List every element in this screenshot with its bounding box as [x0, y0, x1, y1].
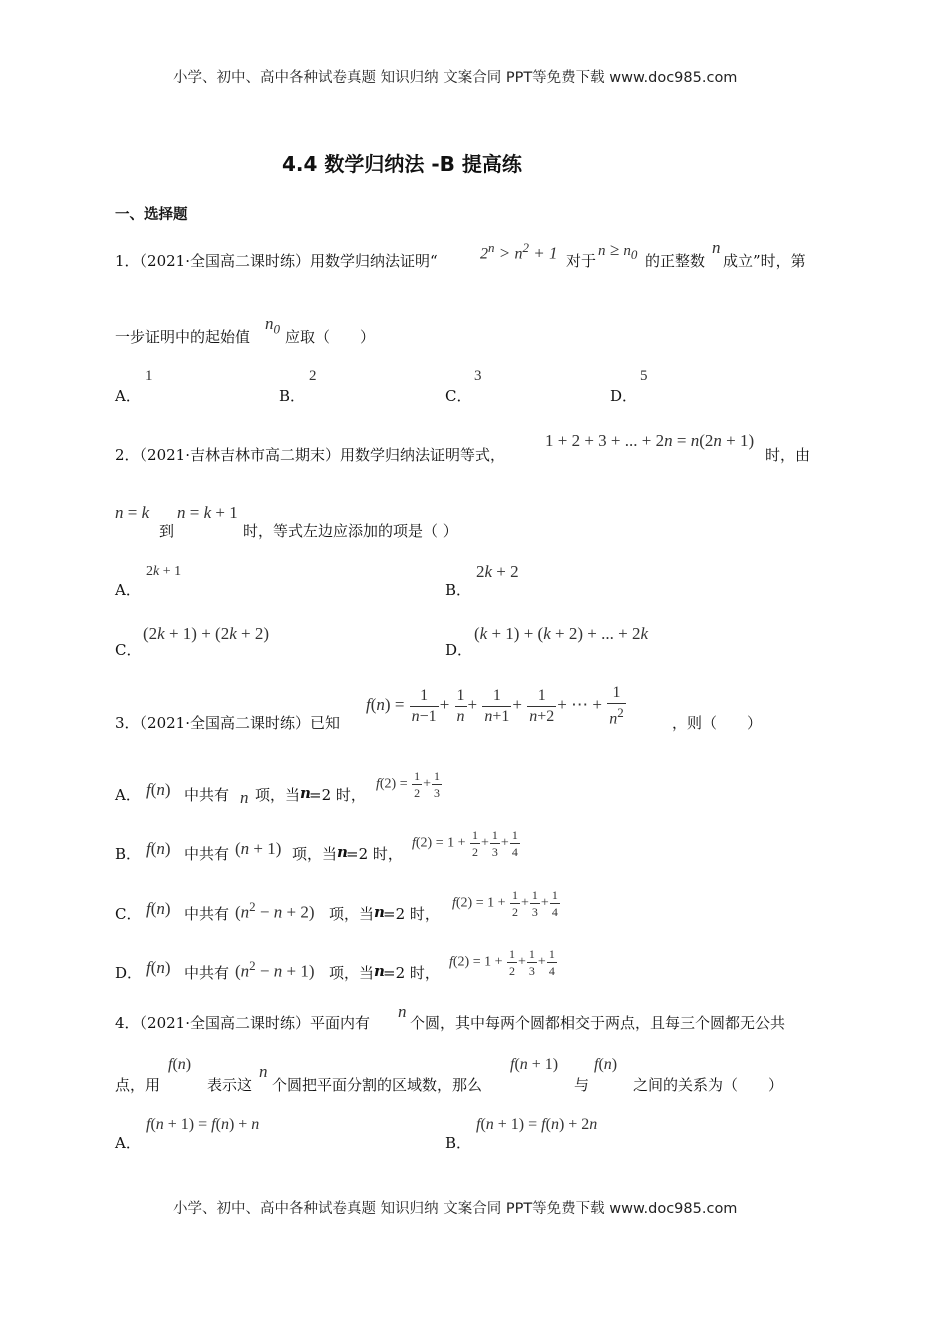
q4-line2-e: 之间的关系为（ ）	[633, 1076, 784, 1094]
q3-stem-end: ，则（ ）	[672, 714, 763, 732]
q3-option-a-label[interactable]: A．	[115, 786, 141, 804]
q3-option-a-text: 中共有	[184, 786, 230, 804]
q3-option-b-n: n	[337, 843, 348, 861]
q3-option-a-text3: =2 时，	[309, 786, 366, 804]
q3-option-d-n: n	[374, 962, 385, 980]
q3-option-a-n: n	[300, 784, 311, 802]
q4-line2-b: 表示这	[207, 1076, 253, 1094]
q3-option-c-formula: f(2) = 1 + $\frac{1}{2}$ + $\frac{1}{3}$ + $\frac{1}{4}$	[452, 888, 558, 919]
q3-formula-fn: f(n) = $\frac{1}{n-1}$ + $\frac{1}{n}$ + $\frac{1}{n+1}$ + $\frac{1}{n+2}$ + ⋯ + $\frac{1}{n^2}$	[366, 684, 624, 728]
q1-formula-inequality: $2^n > n^2 + 1$	[480, 240, 558, 263]
q3-option-a-text2: 项，当	[255, 786, 301, 804]
q2-option-c-value[interactable]: (2k + 1) + (2k + 2)	[143, 624, 270, 643]
q3-option-b-text2: 项，当	[292, 845, 338, 863]
q1-option-b-label[interactable]: B．	[279, 387, 306, 405]
q1-option-a-label[interactable]: A．	[115, 387, 141, 405]
q3-option-b-count: (n + 1)	[235, 839, 282, 858]
q3-option-d-text: 中共有	[184, 964, 230, 982]
q4-fn: f(n)	[168, 1056, 192, 1073]
q3-option-d-text2: 项，当	[329, 964, 375, 982]
q3-option-a-fn: f(n)	[146, 780, 171, 799]
q1-option-c-label[interactable]: C．	[445, 387, 472, 405]
q4-fn-plus1: f(n + 1)	[510, 1056, 559, 1073]
q2-formula-n-eq-k1: n = k + 1	[177, 503, 238, 522]
q3-stem: 3．（2021·全国高二课时练）已知	[115, 714, 340, 732]
q4-fn-2: f(n)	[594, 1056, 618, 1073]
q4-line2-c: 个圆把平面分割的区域数，那么	[272, 1076, 483, 1094]
footer-banner: 小学、初中、高中各种试卷真题 知识归纳 文案合同 PPT等免费下载 www.doc985.com	[173, 1201, 738, 1217]
q3-option-c-n: n	[374, 903, 385, 921]
q1-text-duiyu: 对于	[566, 252, 597, 270]
q3-option-b-fn: f(n)	[146, 839, 171, 858]
q3-option-a-count: n	[240, 788, 249, 807]
q1-stem: 1．（2021·全国高二课时练）用数学归纳法证明“	[115, 252, 438, 270]
q1-option-d-label[interactable]: D．	[610, 387, 638, 405]
q1-stem-line2-end: 应取（ ）	[285, 328, 376, 346]
q4-line2-a: 点，用	[115, 1076, 161, 1094]
q3-option-b-formula: f(2) = 1 + $\frac{1}{2}$ + $\frac{1}{3}$ + $\frac{1}{4}$	[412, 828, 518, 859]
q2-formula-equation: 1 + 2 + 3 + ... + 2n = n(2n + 1)	[545, 431, 755, 450]
q3-option-d-text3: =2 时，	[383, 964, 440, 982]
q3-option-b-text3: =2 时，	[346, 845, 403, 863]
q4-var-n: n	[398, 1002, 407, 1021]
q1-text-positive-integer: 的正整数	[645, 252, 706, 270]
q3-option-b-label[interactable]: B．	[115, 845, 142, 863]
q2-formula-n-eq-k: n = k	[115, 503, 150, 522]
q3-option-d-fn: f(n)	[146, 958, 171, 977]
q2-stem-end: 时，由	[765, 446, 811, 464]
q1-option-c-value[interactable]: 3	[474, 368, 482, 384]
q1-option-d-value[interactable]: 5	[640, 368, 648, 384]
q3-option-c-text2: 项，当	[329, 905, 375, 923]
q3-option-d-count: $(n^2 - n + 1)$	[235, 958, 315, 981]
q4-option-a-value[interactable]: f(n + 1) = f(n) + n	[146, 1116, 260, 1133]
q4-option-b-label[interactable]: B．	[445, 1134, 472, 1152]
q2-option-d-label[interactable]: D．	[445, 641, 473, 659]
q1-option-a-value[interactable]: 1	[145, 368, 153, 384]
q2-option-c-label[interactable]: C．	[115, 641, 142, 659]
q1-stem-line2: 一步证明中的起始值	[115, 328, 251, 346]
q1-var-n0: $n_0$	[265, 314, 280, 337]
q2-option-a-label[interactable]: A．	[115, 581, 141, 599]
q2-stem: 2．（2021·吉林吉林市高二期末）用数学归纳法证明等式，	[115, 446, 505, 464]
q2-option-d-value[interactable]: (k + 1) + (k + 2) + ... + 2k	[474, 624, 648, 643]
q1-option-b-value[interactable]: 2	[309, 368, 317, 384]
q3-option-d-formula: f(2) = 1 + $\frac{1}{2}$ + $\frac{1}{3}$ + $\frac{1}{4}$	[449, 947, 555, 978]
q3-option-c-fn: f(n)	[146, 899, 171, 918]
q2-option-b-label[interactable]: B．	[445, 581, 472, 599]
q1-formula-condition: $n \ge n_0$	[598, 240, 638, 262]
q3-option-c-count: $(n^2 - n + 2)$	[235, 899, 315, 922]
q4-line2-d: 与	[574, 1076, 590, 1094]
q2-option-b-value[interactable]: 2k + 2	[476, 562, 519, 581]
page-title: 4.4 数学归纳法 -B 提高练	[282, 152, 522, 176]
q4-stem: 4．（2021·全国高二课时练）平面内有	[115, 1014, 370, 1032]
q4-var-n2: n	[259, 1062, 268, 1081]
q2-stem-line2-end: 时，等式左边应添加的项是（ ）	[243, 522, 458, 540]
q4-stem-mid: 个圆，其中每两个圆都相交于两点，且每三个圆都无公共	[410, 1014, 786, 1032]
header-banner: 小学、初中、高中各种试卷真题 知识归纳 文案合同 PPT等免费下载 www.doc985.com	[173, 70, 738, 86]
q3-option-d-label[interactable]: D．	[115, 964, 143, 982]
q1-var-n: n	[712, 238, 721, 257]
q3-option-a-formula: f(2) = $\frac{1}{2}$ + $\frac{1}{3}$	[376, 769, 441, 800]
q3-option-c-text3: =2 时，	[383, 905, 440, 923]
section-heading: 一、选择题	[115, 207, 188, 223]
q3-option-c-label[interactable]: C．	[115, 905, 142, 923]
q4-option-a-label[interactable]: A．	[115, 1134, 141, 1152]
q2-text-to: 到	[159, 522, 175, 540]
q4-option-b-value[interactable]: f(n + 1) = f(n) + 2n	[476, 1116, 598, 1133]
q2-option-a-value[interactable]: 2k + 1	[146, 564, 182, 579]
q3-option-b-text: 中共有	[184, 845, 230, 863]
q3-option-c-text: 中共有	[184, 905, 230, 923]
q1-text-holds: 成立”时，第	[723, 252, 806, 270]
